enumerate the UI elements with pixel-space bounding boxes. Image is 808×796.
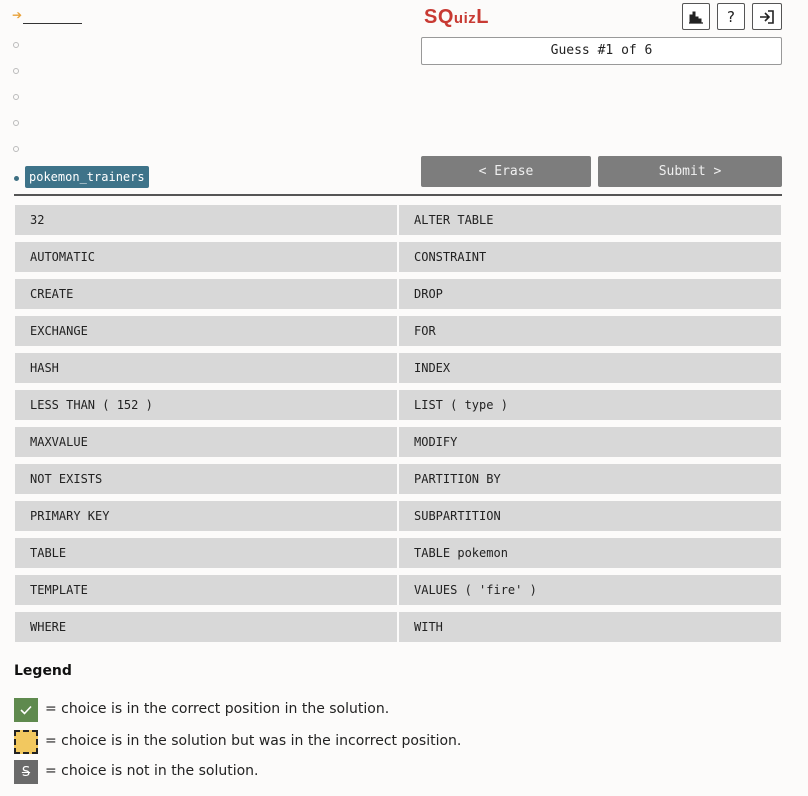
choice-tile[interactable]: TABLE pokemon bbox=[399, 538, 781, 568]
choice-tile[interactable]: 32 bbox=[15, 205, 397, 235]
help-button[interactable] bbox=[717, 3, 745, 30]
slot-dot-icon bbox=[13, 120, 19, 126]
erase-button[interactable]: < Erase bbox=[421, 156, 591, 187]
absent-swatch bbox=[14, 760, 38, 784]
answer-slots bbox=[12, 6, 392, 192]
choice-tile[interactable]: TABLE bbox=[15, 538, 397, 568]
guess-counter: Guess #1 of 6 bbox=[421, 37, 782, 65]
empty-slot[interactable] bbox=[12, 32, 392, 58]
choice-tile[interactable]: WHERE bbox=[15, 612, 397, 642]
legend-absent-text: = choice is not in the solution. bbox=[45, 763, 259, 779]
choice-tile[interactable]: FOR bbox=[399, 316, 781, 346]
placed-choice-chip[interactable]: pokemon_trainers bbox=[25, 166, 149, 188]
active-slot[interactable] bbox=[12, 6, 392, 32]
submit-button[interactable]: Submit > bbox=[598, 156, 782, 187]
choice-tile[interactable]: CONSTRAINT bbox=[399, 242, 781, 272]
choice-tile[interactable]: NOT EXISTS bbox=[15, 464, 397, 494]
active-slot-line bbox=[23, 23, 82, 24]
stats-button[interactable] bbox=[682, 3, 710, 30]
logo bbox=[424, 6, 489, 29]
choice-tile[interactable]: VALUES ( 'fire' ) bbox=[399, 575, 781, 605]
placed-slot bbox=[12, 166, 392, 192]
help-icon: ? bbox=[727, 7, 735, 26]
empty-slot[interactable] bbox=[12, 58, 392, 84]
logo-part-2: uiz bbox=[453, 10, 477, 27]
login-button[interactable] bbox=[752, 3, 782, 30]
choice-tile[interactable]: WITH bbox=[399, 612, 781, 642]
correct-swatch bbox=[14, 698, 38, 722]
misplaced-swatch bbox=[14, 730, 38, 754]
slot-dot-icon bbox=[13, 68, 19, 74]
empty-slot[interactable] bbox=[12, 84, 392, 110]
choice-tile[interactable]: SUBPARTITION bbox=[399, 501, 781, 531]
choice-tile[interactable]: MAXVALUE bbox=[15, 427, 397, 457]
choice-tile[interactable]: AUTOMATIC bbox=[15, 242, 397, 272]
choice-tile[interactable]: PARTITION BY bbox=[399, 464, 781, 494]
check-icon bbox=[19, 704, 33, 716]
slot-dot-icon bbox=[13, 94, 19, 100]
bullet-icon bbox=[14, 176, 19, 181]
choice-tile[interactable]: DROP bbox=[399, 279, 781, 309]
choice-tile[interactable]: LESS THAN ( 152 ) bbox=[15, 390, 397, 420]
legend-title: Legend bbox=[14, 663, 72, 679]
slot-dot-icon bbox=[13, 42, 19, 48]
empty-slot[interactable] bbox=[12, 110, 392, 136]
logo-part-1: SQ bbox=[424, 6, 454, 28]
choice-tile[interactable]: INDEX bbox=[399, 353, 781, 383]
legend-misplaced-text: = choice is in the solution but was in the incorrect position. bbox=[45, 733, 462, 749]
legend-correct-text: = choice is in the correct position in the solution. bbox=[45, 701, 390, 717]
choice-tile[interactable]: ALTER TABLE bbox=[399, 205, 781, 235]
choice-tile[interactable]: TEMPLATE bbox=[15, 575, 397, 605]
choice-tile[interactable]: CREATE bbox=[15, 279, 397, 309]
strikethrough-s-icon: S bbox=[21, 764, 31, 780]
choice-tile[interactable]: MODIFY bbox=[399, 427, 781, 457]
logo-part-3: L bbox=[476, 6, 489, 28]
cursor-arrow-icon: ➔ bbox=[12, 8, 23, 22]
empty-slot[interactable] bbox=[12, 136, 392, 162]
stats-icon bbox=[688, 10, 704, 24]
choice-tile[interactable]: EXCHANGE bbox=[15, 316, 397, 346]
slot-dot-icon bbox=[13, 146, 19, 152]
login-icon bbox=[759, 10, 775, 24]
choice-tile[interactable]: LIST ( type ) bbox=[399, 390, 781, 420]
choice-tile[interactable]: HASH bbox=[15, 353, 397, 383]
divider bbox=[14, 194, 782, 196]
choice-grid bbox=[15, 205, 781, 642]
choice-tile[interactable]: PRIMARY KEY bbox=[15, 501, 397, 531]
